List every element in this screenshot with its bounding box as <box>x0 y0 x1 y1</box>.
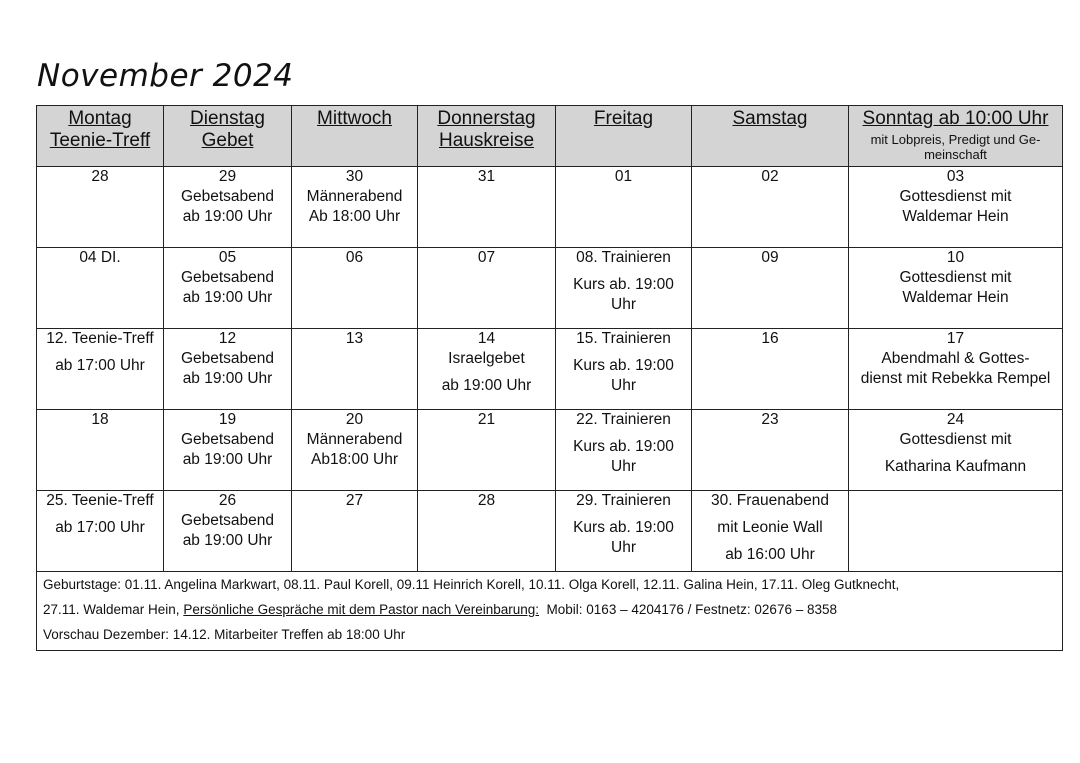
event-text: Waldemar Hein <box>902 208 1009 225</box>
day-subtitle: Gebet <box>201 130 254 151</box>
day-date: 19 <box>218 411 237 428</box>
day-cell <box>292 248 418 329</box>
header-1 <box>164 106 292 167</box>
day-date: 13 <box>345 330 364 347</box>
event-text: Ab18:00 Uhr <box>310 451 399 468</box>
day-cell <box>164 491 292 572</box>
day-cell <box>849 167 1063 248</box>
day-date: 25. Teenie-Treff <box>46 492 154 509</box>
day-date: 08. Trainieren <box>576 249 671 266</box>
day-date: 28 <box>477 492 496 509</box>
day-cell <box>37 248 164 329</box>
event-text: Gebetsabend <box>180 512 275 529</box>
event-text: Kurs ab. 19:00 <box>573 276 674 293</box>
event-text: Kurs ab. 19:00 <box>573 357 674 374</box>
header-2 <box>292 106 418 167</box>
notes-row <box>37 572 1063 651</box>
event-text: ab 17:00 Uhr <box>55 519 145 536</box>
day-name: Dienstag <box>190 108 265 129</box>
day-date: 20 <box>345 411 364 428</box>
day-cell <box>849 410 1063 491</box>
day-date: 03 <box>946 168 965 185</box>
day-subtitle: Hauskreise <box>438 130 535 151</box>
day-cell <box>556 329 692 410</box>
day-date: 18 <box>91 411 109 428</box>
week-row <box>37 491 1063 572</box>
day-cell <box>692 248 849 329</box>
event-text: Uhr <box>611 458 636 475</box>
event-text: Gottesdienst mit <box>899 188 1012 205</box>
day-date: 04 DI. <box>79 249 121 266</box>
day-date: 28 <box>91 168 109 185</box>
day-cell <box>292 329 418 410</box>
day-cell <box>292 491 418 572</box>
event-text: ab 16:00 Uhr <box>725 546 815 563</box>
event-text: Gebetsabend <box>180 431 275 448</box>
day-date: 01 <box>614 168 633 185</box>
day-date: 30. Frauenabend <box>710 492 830 509</box>
day-date: 17 <box>946 330 965 347</box>
event-text: mit Leonie Wall <box>717 519 823 536</box>
day-date: 12 <box>218 330 237 347</box>
birthday-continuation: 27.11. Waldemar Hein, <box>43 602 184 617</box>
phone-numbers: Mobil: 0163 – 4204176 / Festnetz: 02676 – 8358 <box>539 602 838 617</box>
header-5 <box>692 106 849 167</box>
day-name: Montag <box>68 108 132 129</box>
header-6 <box>849 106 1063 167</box>
day-date: 26 <box>218 492 237 509</box>
event-text: Katharina Kaufmann <box>884 458 1027 475</box>
week-row <box>37 329 1063 410</box>
day-date: 21 <box>477 411 496 428</box>
day-cell <box>418 248 556 329</box>
pastor-appointment-note: Persönliche Gespräche mit dem Pastor nach Vereinbarung: <box>183 602 540 617</box>
day-date: 05 <box>218 249 237 266</box>
day-name: Samstag <box>732 108 808 129</box>
day-cell <box>37 329 164 410</box>
event-text: dienst mit Rebekka Rempel <box>860 370 1051 387</box>
day-cell <box>556 167 692 248</box>
day-date: 15. Trainieren <box>576 330 671 347</box>
event-text: Männerabend <box>306 431 403 448</box>
day-cell <box>556 410 692 491</box>
day-date: 29. Trainieren <box>576 492 671 509</box>
header-0 <box>37 106 164 167</box>
day-name: Freitag <box>593 108 654 129</box>
day-date: 07 <box>477 249 496 266</box>
day-date: 06 <box>345 249 364 266</box>
day-cell <box>692 410 849 491</box>
event-text: Israelgebet <box>448 350 525 367</box>
event-text: ab 19:00 Uhr <box>441 377 532 394</box>
day-cell <box>164 329 292 410</box>
day-cell <box>849 248 1063 329</box>
event-text: Ab 18:00 Uhr <box>308 208 401 225</box>
event-text: Waldemar Hein <box>902 289 1009 306</box>
day-cell <box>556 248 692 329</box>
day-name: Donnerstag <box>437 108 536 129</box>
header-3 <box>418 106 556 167</box>
day-date: 02 <box>761 168 779 185</box>
event-text: Kurs ab. 19:00 <box>573 519 674 536</box>
day-date: 23 <box>761 411 779 428</box>
day-cell <box>37 167 164 248</box>
day-date: 10 <box>946 249 965 266</box>
day-cell <box>692 329 849 410</box>
event-text: Kurs ab. 19:00 <box>573 438 674 455</box>
day-date: 24 <box>946 411 965 428</box>
event-text: Abendmahl & Gottes- <box>881 350 1030 367</box>
day-cell <box>164 167 292 248</box>
event-text: Männerabend <box>306 188 403 205</box>
event-text: Uhr <box>611 377 636 394</box>
event-text: Gebetsabend <box>180 350 275 367</box>
day-cell <box>37 410 164 491</box>
day-date: 31 <box>477 168 496 185</box>
day-cell <box>418 410 556 491</box>
event-text: Gottesdienst mit <box>899 269 1012 286</box>
day-cell <box>164 410 292 491</box>
event-text: ab 17:00 Uhr <box>55 357 145 374</box>
day-name: Mittwoch <box>317 108 392 129</box>
week-row <box>37 167 1063 248</box>
day-date: 12. Teenie-Treff <box>46 330 154 347</box>
event-text: Gebetsabend <box>180 269 275 286</box>
day-cell <box>418 329 556 410</box>
day-date: 09 <box>761 249 779 266</box>
week-row <box>37 410 1063 491</box>
day-date: 14 <box>477 330 496 347</box>
day-cell <box>37 491 164 572</box>
day-date: 16 <box>761 330 779 347</box>
day-cell <box>849 329 1063 410</box>
event-text: Gottesdienst mit <box>899 431 1012 448</box>
day-cell <box>292 167 418 248</box>
day-date: 27 <box>345 492 364 509</box>
page-title: November 2024 <box>37 58 294 94</box>
event-text: ab 19:00 Uhr <box>182 532 273 549</box>
december-preview: Vorschau Dezember: 14.12. Mitarbeiter Treffen ab 18:00 Uhr <box>43 627 406 642</box>
day-cell <box>164 248 292 329</box>
event-text: Uhr <box>611 296 636 313</box>
event-text: Uhr <box>611 539 636 556</box>
day-cell <box>418 167 556 248</box>
event-text: ab 19:00 Uhr <box>182 289 273 306</box>
day-name: Sonntag ab 10:00 Uhr <box>862 108 1049 129</box>
birthdays-text: Geburtstage: 01.11. Angelina Markwart, 08.11. Paul Korell, 09.11 Heinrich Korell, 10.11. Olga Korell, 12.11. Galina Hein, 17.11. Oleg Gutknecht, <box>43 577 900 592</box>
week-row <box>37 248 1063 329</box>
day-note: mit Lobpreis, Predigt und Ge-meinschaft <box>870 132 1041 162</box>
day-cell <box>292 410 418 491</box>
day-date: 22. Trainieren <box>576 411 671 428</box>
calendar-table <box>36 105 1063 651</box>
contact-line <box>43 597 1056 622</box>
event-text: Gebetsabend <box>180 188 275 205</box>
day-cell <box>692 167 849 248</box>
day-cell <box>418 491 556 572</box>
day-cell <box>849 491 1063 572</box>
day-date: 29 <box>218 168 237 185</box>
day-cell <box>556 491 692 572</box>
header-4 <box>556 106 692 167</box>
header-row <box>37 106 1063 167</box>
event-text: ab 19:00 Uhr <box>182 208 273 225</box>
day-subtitle: Teenie-Treff <box>49 130 151 151</box>
day-cell <box>692 491 849 572</box>
event-text: ab 19:00 Uhr <box>182 451 273 468</box>
event-text: ab 19:00 Uhr <box>182 370 273 387</box>
day-date: 30 <box>345 168 364 185</box>
notes-cell <box>37 572 1063 651</box>
